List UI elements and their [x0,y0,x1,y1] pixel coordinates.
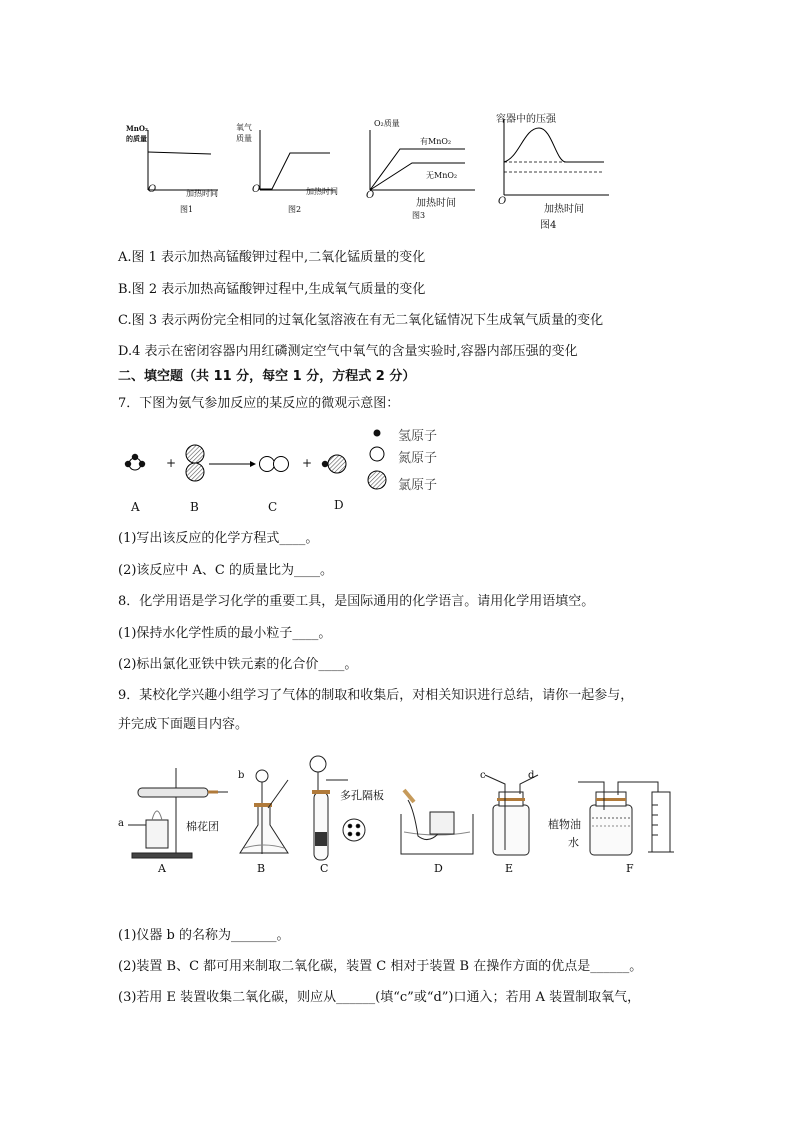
q9-sub3: (3)若用 E 装置收集二氧化碳，则应从______(填“c”或“d”)口通入；若用 A 装置制取氧气， [118,990,641,1005]
q7-label-a: A [131,500,140,514]
label-a-small: a [118,818,124,829]
graph-3-xlabel: 加热时间 [416,198,456,209]
graph-4-curve [504,128,604,162]
q7-label-c: C [268,500,278,514]
label-cotton: 棉花团 [186,820,219,833]
graph-4-origin: O [498,196,507,207]
q7-diagram [115,420,355,500]
apparatus-d [401,790,473,854]
graph-4-caption: 图4 [540,220,557,231]
graph-3-caption: 图3 [412,211,426,220]
label-c-small: c [480,770,486,781]
label-b-small: b [238,770,245,781]
graph-4-xlabel: 加热时间 [544,204,584,215]
graph-1-caption: 图1 [180,205,194,214]
q8-sub2: (2)标出氯化亚铁中铁元素的化合价____。 [118,657,358,672]
graph-1-origin: O [148,184,157,195]
option-a: A.图 1 表示加热高锰酸钾过程中,二氧化锰质量的变化 [118,250,426,265]
graph-2-caption: 图2 [288,205,302,214]
graph-2-curve [260,153,330,189]
app-label-f: F [626,862,634,875]
option-b: B.图 2 表示加热高锰酸钾过程中,生成氧气质量的变化 [118,282,426,297]
graph-3-origin: O [366,190,375,201]
apparatus-c [310,756,365,860]
graph-3-ylabel: O₂质量 [374,119,400,128]
apparatus-e [485,775,538,855]
apparatus-b [240,770,288,854]
graph-2-origin: O [252,184,261,195]
graph-3-curve-upper-label: 有MnO₂ [420,137,452,146]
molecule-a [125,454,145,470]
app-label-b: B [257,862,266,875]
app-label-d: D [434,862,443,875]
apparatus-a [128,768,228,858]
legend-nitrogen: 氮原子 [398,451,438,466]
graph-2-xlabel: 加热时间 [306,187,338,196]
q9-stem-2: 并完成下面题目内容。 [118,717,249,732]
q7-label-d: D [334,498,344,512]
q9-sub2: (2)装置 B、C 都可用来制取二氧化碳，装置 C 相对于装置 B 在操作方面的优点是______。 [118,959,643,974]
q9-stem-1: 9．某校化学兴趣小组学习了气体的制取和收集后，对相关知识进行总结，请你一起参与， [118,688,634,703]
q8-sub1: (1)保持水化学性质的最小粒子____。 [118,626,332,641]
q9-apparatus [118,750,688,865]
label-oil: 植物油 [548,818,581,831]
option-d: D.4 表示在密闭容器内用红磷测定空气中氧气的含量实验时,容器内部压强的变化 [118,344,578,359]
apparatus-f [578,782,674,855]
molecule-b [186,445,204,481]
graph-1-ylabel: MnO₂ 的质量 [126,124,149,143]
graph-3-curve-lower-label: 无MnO₂ [426,171,458,180]
q7-plus-1: + [166,456,177,470]
q7-label-b: B [190,500,199,514]
graph-2-ylabel: 氧气 质量 [236,123,252,143]
molecule-d [322,455,346,473]
q8-stem: 8．化学用语是学习化学的重要工具，是国际通用的化学语言。请用化学用语填空。 [118,594,595,609]
q7-sub1: (1)写出该反应的化学方程式____。 [118,531,319,546]
graph-1-xlabel: 加热时间 [186,189,218,198]
q7-plus-2: + [302,456,313,470]
graph-4 [494,110,614,210]
label-water: 水 [568,836,579,849]
q7-stem: 7．下图为氨气参加反应的某反应的微观示意图： [118,396,400,411]
app-label-a: A [158,862,166,875]
legend-hydrogen: 氢原子 [398,429,438,444]
graph-4-ylabel: 容器中的压强 [496,114,556,125]
q7-legend-symbols [366,422,396,502]
app-label-c: C [320,862,329,875]
q9-sub1: (1)仪器 b 的名称为_______。 [118,928,290,943]
molecule-c [260,457,289,472]
legend-chlorine: 氯原子 [398,478,438,493]
label-porous-plate: 多孔隔板 [340,789,384,802]
app-label-e: E [505,862,514,875]
graph-1-curve [148,152,211,154]
label-d-small: d [528,770,535,781]
q7-sub2: (2)该反应中 A、C 的质量比为____。 [118,563,334,578]
option-c: C.图 3 表示两份完全相同的过氧化氢溶液在有无二氧化锰情况下生成氧气质量的变化 [118,313,604,328]
section-2-heading: 二、填空题（共 11 分，每空 1 分，方程式 2 分） [118,369,416,384]
